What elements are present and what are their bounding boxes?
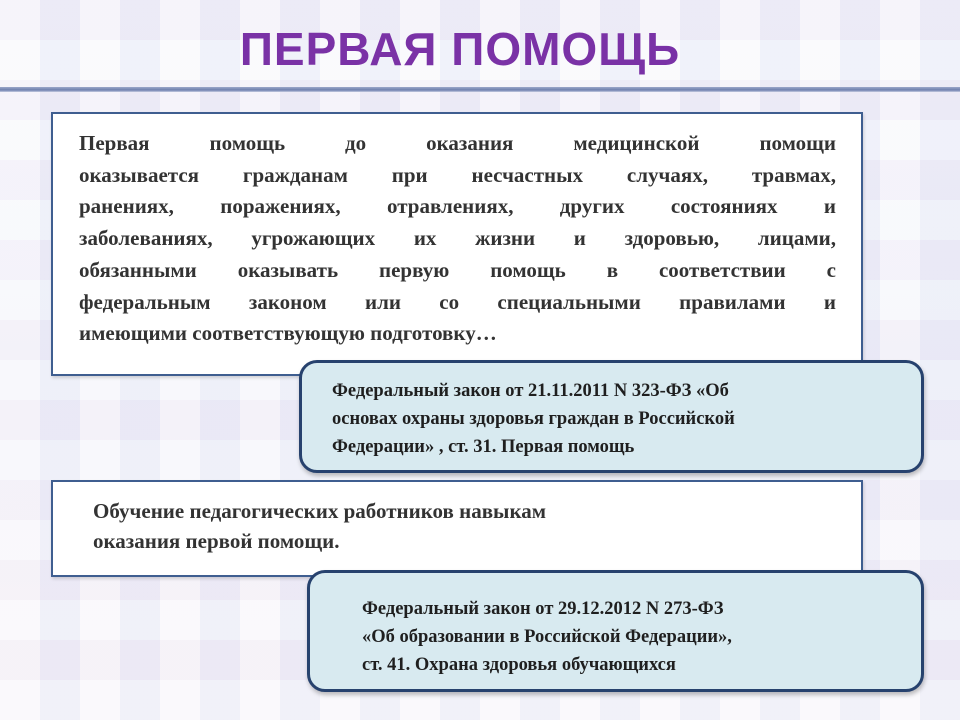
definition-line: оказывается гражданам при несчастных случаях, травмах, [79,162,836,187]
first-aid-definition-box [51,112,863,376]
definition-text [79,128,836,350]
law-273-text [362,595,882,679]
training-line: оказания первой помощи. [93,529,340,553]
law-line: основах охраны здоровья граждан в Российской [332,409,735,429]
teacher-training-box [51,480,863,577]
law-323-callout [299,360,924,473]
law-line: «Об образовании в Российской Федерации», [362,627,732,647]
law-323-text [332,377,892,461]
definition-line: заболеваниях, угрожающих их жизни и здоровью, лицами, [79,226,836,251]
law-line: Федерации» , ст. 31. Первая помощь [332,437,635,457]
law-273-callout [307,570,924,692]
definition-line: обязанными оказывать первую помощь в соответствии с [79,257,836,282]
definition-line: федеральным законом или со специальными правилами и [79,289,836,314]
definition-line: ранениях, поражениях, отравлениях, других состояниях и [79,194,836,219]
law-line: Федеральный закон от 21.11.2011 N 323-ФЗ «Об [332,381,729,401]
law-line: Федеральный закон от 29.12.2012 N 273-ФЗ [362,599,724,619]
definition-line: Первая помощь до оказания медицинской помощи [79,131,836,155]
training-line: Обучение педагогических работников навыкам [93,499,547,523]
training-text [93,496,693,556]
slide-title: ПЕРВАЯ ПОМОЩЬ [239,23,681,75]
law-line: ст. 41. Охрана здоровья обучающихся [362,655,676,675]
definition-line: имеющими соответствующую подготовку… [79,321,497,346]
title-underline [0,87,960,92]
